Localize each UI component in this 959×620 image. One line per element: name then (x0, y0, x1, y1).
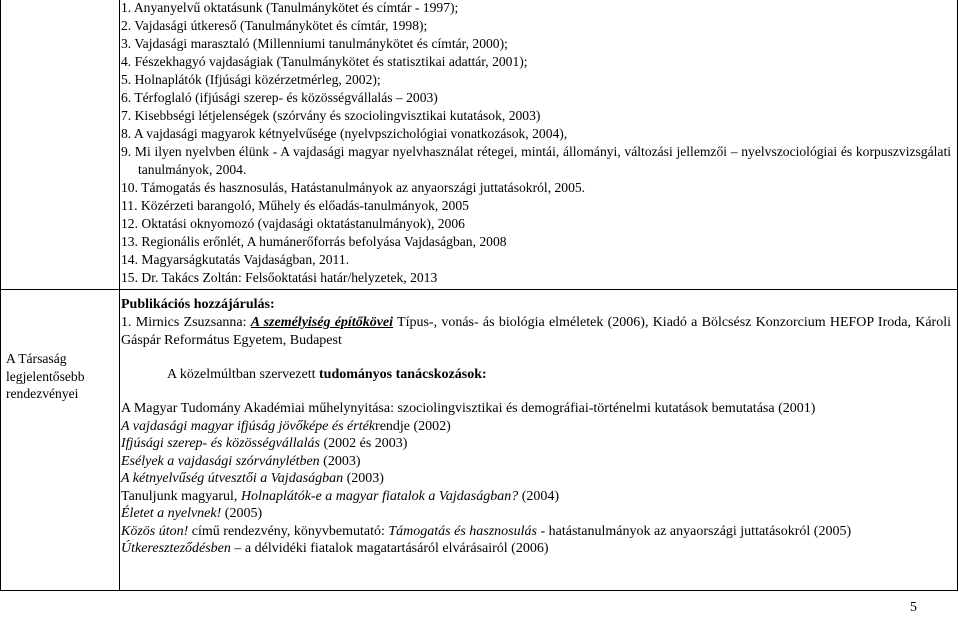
publications-heading: Publikációs hozzájárulás: (121, 297, 275, 312)
list-item: 10. Támogatás és hasznosulás, Hatástanulmányok az anyaországi juttatásokról, 2005. (121, 180, 586, 195)
list-item: 9. Mi ilyen nyelvben élünk - A vajdasági magyar nyelvhasználat rétegei, mintái, állományi, változási jellemzői – nyelvszociológiai és korpuszvizsgálati tanulmányok, 2004. (121, 144, 951, 177)
row-label-events: A Társaság legjelentősebb rendezvényei (6, 351, 85, 401)
event-title: Ifjúsági szerep- és közösségvállalás (121, 436, 320, 451)
list-item: 7. Kisebbségi létjelenségek (szórvány és szociolingvisztikai kutatások, 2003) (121, 108, 541, 123)
event-title: Életet a nyelvnek! (121, 506, 222, 521)
publication-item (121, 314, 951, 350)
list-item: 15. Dr. Takács Zoltán: Felsőoktatási határ/helyzetek, 2013 (121, 270, 438, 285)
event-detail: – a délvidéki fiatalok magatartásáról elvárásairól (2006) (230, 541, 549, 556)
event-detail: (2002 és 2003) (319, 436, 408, 451)
event-item: A Magyar Tudomány Akadémiai műhelynyitása: szociolingvisztikai és demográfiai-történelmi kutatások bemutatása (2001) (121, 401, 816, 416)
publication-details: Típus-, vonás- ás biológia elméletek (2006), Kiadó a Bölcsész Konzorcium HEFOP Iroda, Károli Gáspár Református Egyetem, Budapest (121, 315, 951, 348)
list-item: 14. Magyarságkutatás Vajdaságban, 2011. (121, 252, 350, 267)
event-item (121, 435, 951, 453)
conferences-heading-bold: tudományos tanácskozások: (319, 367, 487, 382)
event-item (121, 453, 951, 471)
event-item (121, 523, 951, 541)
conferences-heading (167, 366, 951, 384)
event-item (121, 488, 951, 506)
list-item: 6. Térfoglaló (ifjúsági szerep- és közösségvállalás – 2003) (121, 90, 438, 105)
event-title: A kétnyelvűség útvesztői a Vajdaságban (121, 471, 344, 486)
list-item: 2. Vajdasági útkereső (Tanulmánykötet és címtár, 1998); (121, 18, 428, 33)
event-subtitle: Támogatás és hasznosulás (388, 523, 537, 539)
event-item (121, 470, 951, 488)
event-detail: című rendezvény, könyvbemutató: (188, 523, 389, 539)
event-detail: (2005) (221, 506, 263, 521)
list-item: 11. Közérzeti barangoló, Műhely és előadás-tanulmányok, 2005 (121, 198, 469, 213)
publications-section (121, 296, 951, 558)
list-item: 5. Holnaplátók (Ifjúsági közérzetmérleg, 2002); (121, 72, 381, 87)
list-item: 1. Anyanyelvű oktatásunk (Tanulmánykötet és címtár - 1997); (121, 0, 459, 15)
table-border-left (0, 0, 1, 591)
table-row-divider (0, 289, 958, 290)
page-number: 5 (910, 600, 917, 615)
event-detail: (2003) (343, 471, 384, 486)
event-title: A vajdasági magyar ifjúság jövőképe és érték (121, 418, 376, 434)
event-item (121, 418, 951, 436)
event-title: Esélyek a vajdasági szórványlétben (121, 453, 320, 469)
event-detail: - hatástanulmányok az anyaországi juttatásokról (2005) (536, 523, 852, 539)
publication-title: A személyiség építőkövei (250, 315, 394, 330)
list-item: 13. Regionális erőnlét, A humánerőforrás befolyása Vajdaságban, 2008 (121, 234, 507, 249)
table-border-right (957, 0, 958, 591)
event-item (121, 505, 951, 523)
table-border-bottom (0, 590, 958, 591)
event-title: Útkereszteződésben (121, 541, 231, 556)
list-item: 4. Fészekhagyó vajdaságiak (Tanulmánykötet és statisztikai adattár, 2001); (121, 54, 528, 69)
event-item (121, 540, 951, 558)
publication-author: 1. Mirnics Zsuzsanna: (121, 315, 251, 330)
conferences-heading-text: A közelmúltban szervezett (167, 367, 319, 382)
study-volumes-list (121, 0, 951, 287)
event-detail: rendje (2002) (375, 418, 451, 434)
table-column-divider (119, 0, 120, 591)
event-detail: (2003) (319, 453, 361, 469)
event-title: Holnaplátók-e a magyar fiatalok a Vajdaságban? (240, 488, 519, 504)
event-prefix: Tanuljunk magyarul, (121, 488, 241, 504)
list-item: 3. Vajdasági marasztaló (Millenniumi tanulmánykötet és címtár, 2000); (121, 36, 508, 51)
list-item: 8. A vajdasági magyarok kétnyelvűsége (nyelvpszichológiai vonatkozások, 2004), (121, 126, 568, 141)
list-item: 12. Oktatási oknyomozó (vajdasági oktatástanulmányok), 2006 (121, 216, 465, 231)
event-detail: (2004) (518, 488, 560, 504)
event-title: Közös úton! (121, 523, 189, 539)
events-list (121, 400, 951, 558)
